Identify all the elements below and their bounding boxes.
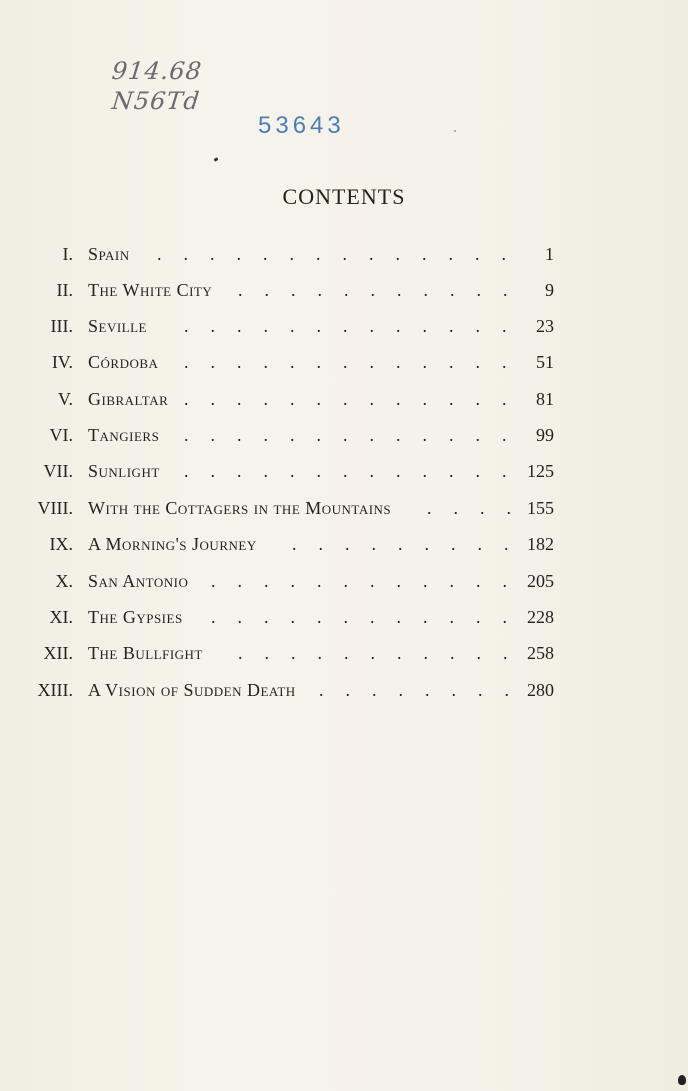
accession-stamp: 53643: [258, 112, 345, 139]
chapter-title: Gibraltar: [88, 389, 169, 409]
chapter-title: A Morning's Journey: [88, 534, 257, 554]
leader-dots: ..............: [157, 244, 528, 264]
toc-row: [0, 453, 688, 489]
page-mark: [678, 1075, 686, 1085]
chapter-page-number: 81: [536, 389, 554, 409]
toc-row: [0, 417, 688, 453]
leader-dots: .........: [292, 534, 531, 554]
page-title: CONTENTS: [282, 184, 406, 209]
chapter-numeral: III.: [50, 316, 73, 336]
chapter-page-number: 23: [536, 316, 554, 336]
ink-speck: [214, 157, 219, 162]
leader-dots: .............: [184, 389, 529, 409]
chapter-page-number: 228: [527, 607, 554, 627]
chapter-title: Córdoba: [88, 352, 159, 372]
chapter-page-number: 182: [527, 534, 554, 554]
toc-row: [0, 490, 688, 526]
chapter-page-number: 9: [545, 280, 554, 300]
leader-dots: .............: [184, 461, 529, 481]
chapter-numeral: VIII.: [37, 498, 73, 518]
toc-row: [0, 236, 688, 272]
chapter-numeral: XIII.: [37, 680, 73, 700]
leader-dots: ...........: [238, 643, 530, 663]
chapter-page-number: 51: [536, 352, 554, 372]
chapter-title: Sunlight: [88, 461, 160, 481]
chapter-page-number: 125: [527, 461, 554, 481]
toc-row: [0, 563, 688, 599]
chapter-title: A Vision of Sudden Death: [88, 680, 296, 700]
chapter-numeral: II.: [56, 280, 73, 300]
toc-row: [0, 635, 688, 671]
leader-dots: .............: [184, 352, 529, 372]
chapter-page-number: 258: [527, 643, 554, 663]
chapter-numeral: IX.: [49, 534, 73, 554]
chapter-title: Tangiers: [88, 425, 160, 445]
chapter-title: Seville: [88, 316, 147, 336]
chapter-title: The Bullfight: [88, 643, 203, 663]
chapter-numeral: V.: [57, 389, 73, 409]
chapter-page-number: 155: [527, 498, 554, 518]
leader-dots: .............: [184, 425, 529, 445]
chapter-page-number: 205: [527, 571, 554, 591]
chapter-title: Spain: [88, 244, 130, 264]
toc-row: [0, 672, 688, 708]
chapter-numeral: IV.: [51, 352, 73, 372]
chapter-page-number: 280: [527, 680, 554, 700]
leader-dots: .............: [184, 316, 529, 336]
toc-row: [0, 272, 688, 308]
toc-row: [0, 599, 688, 635]
leader-dots: ...........: [238, 280, 530, 300]
chapter-numeral: VII.: [43, 461, 73, 481]
chapter-numeral: VI.: [49, 425, 73, 445]
leader-dots: ............: [211, 607, 529, 627]
chapter-title: The Gypsies: [88, 607, 183, 627]
call-number-line-1: 914.68: [110, 57, 204, 85]
chapter-title: San Antonio: [88, 571, 189, 591]
toc-row: [0, 308, 688, 344]
handwritten-call-number: [112, 56, 202, 116]
toc-row: [0, 381, 688, 417]
toc-row: [0, 344, 688, 380]
chapter-page-number: 99: [536, 425, 554, 445]
leader-dots: ........: [319, 680, 531, 700]
chapter-title: The White City: [88, 280, 213, 300]
chapter-numeral: XI.: [49, 607, 73, 627]
chapter-numeral: XII.: [43, 643, 73, 663]
leader-dots: ....: [427, 498, 533, 518]
chapter-numeral: I.: [62, 244, 73, 264]
chapter-numeral: X.: [55, 571, 73, 591]
toc-row: [0, 526, 688, 562]
chapter-title: With the Cottagers in the Mountains: [88, 498, 392, 518]
leader-dots: ............: [211, 571, 529, 591]
chapter-page-number: 1: [545, 244, 554, 264]
call-number-line-2: N56Td: [110, 87, 202, 115]
ink-speck: [454, 130, 456, 132]
